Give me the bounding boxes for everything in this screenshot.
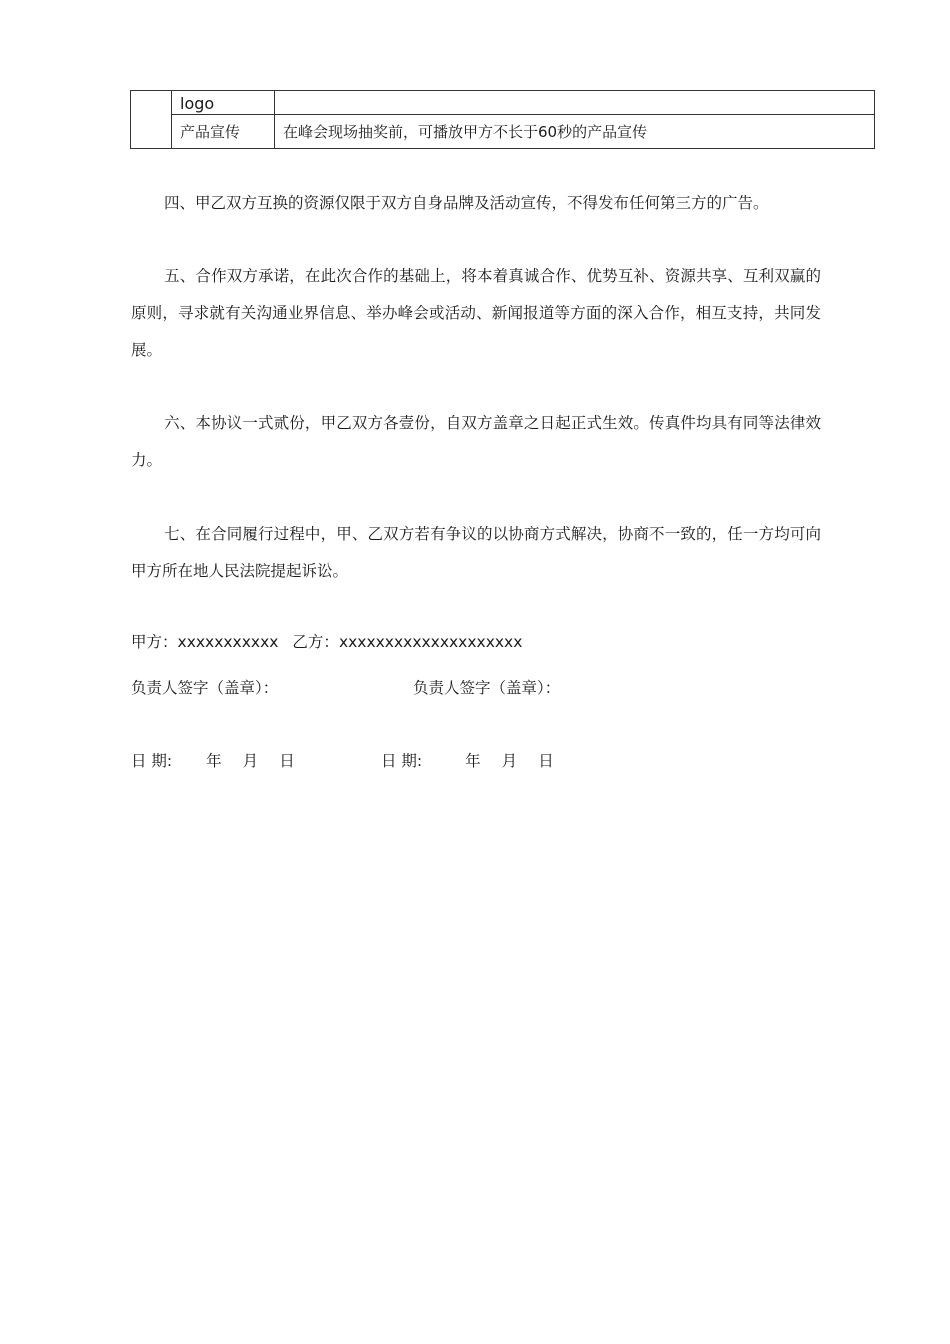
party-b-name: xxxxxxxxxxxxxxxxxxxx xyxy=(338,633,523,651)
table-cell-item: 产品宣传 xyxy=(172,115,275,149)
table-cell-empty xyxy=(131,91,172,149)
table-cell-content: 在峰会现场抽奖前，可播放甲方不长于60秒的产品宣传 xyxy=(275,115,875,149)
parties-line xyxy=(131,630,522,652)
clause-6 xyxy=(131,405,821,479)
clause-5-text: 五、合作双方承诺，在此次合作的基础上，将本着真诚合作、优势互补、资源共享、互利双赢的原则，寻求就有关沟通业界信息、举办峰会或活动、新闻报道等方面的深入合作，相互支持，共同发展。 xyxy=(131,267,821,359)
clause-4-text: 四、甲乙双方互换的资源仅限于双方自身品牌及活动宣传，不得发布任何第三方的广告。 xyxy=(164,194,769,212)
date-label: 日 期: xyxy=(131,752,173,770)
table-cell-item: logo xyxy=(172,91,275,115)
table-row xyxy=(131,91,875,115)
date-year: 年 xyxy=(465,752,481,770)
signer-a: 负责人签字（盖章）： xyxy=(131,679,279,697)
party-a-label: 甲方： xyxy=(131,633,178,651)
signer-b: 负责人签字（盖章）： xyxy=(413,679,561,697)
date-year: 年 xyxy=(206,752,222,770)
clause-5 xyxy=(131,258,821,369)
date-day: 日 xyxy=(279,752,295,770)
clause-4 xyxy=(131,185,821,222)
date-day: 日 xyxy=(538,752,554,770)
table-cell-content xyxy=(275,91,875,115)
clause-7 xyxy=(131,516,821,590)
resource-table xyxy=(130,90,875,149)
date-label: 日 期: xyxy=(381,752,423,770)
clause-6-text: 六、本协议一式贰份，甲乙双方各壹份，自双方盖章之日起正式生效。传真件均具有同等法律效力。 xyxy=(131,414,821,469)
party-a-name: xxxxxxxxxxx xyxy=(177,633,279,651)
clause-7-text: 七、在合同履行过程中，甲、乙双方若有争议的以协商方式解决，协商不一致的，任一方均可向甲方所在地人民法院提起诉讼。 xyxy=(131,525,821,580)
date-b xyxy=(381,749,554,771)
date-month: 月 xyxy=(501,752,518,770)
date-month: 月 xyxy=(242,752,259,770)
table-row xyxy=(131,115,875,149)
party-b-label: 乙方： xyxy=(292,633,339,651)
date-a xyxy=(131,749,295,771)
